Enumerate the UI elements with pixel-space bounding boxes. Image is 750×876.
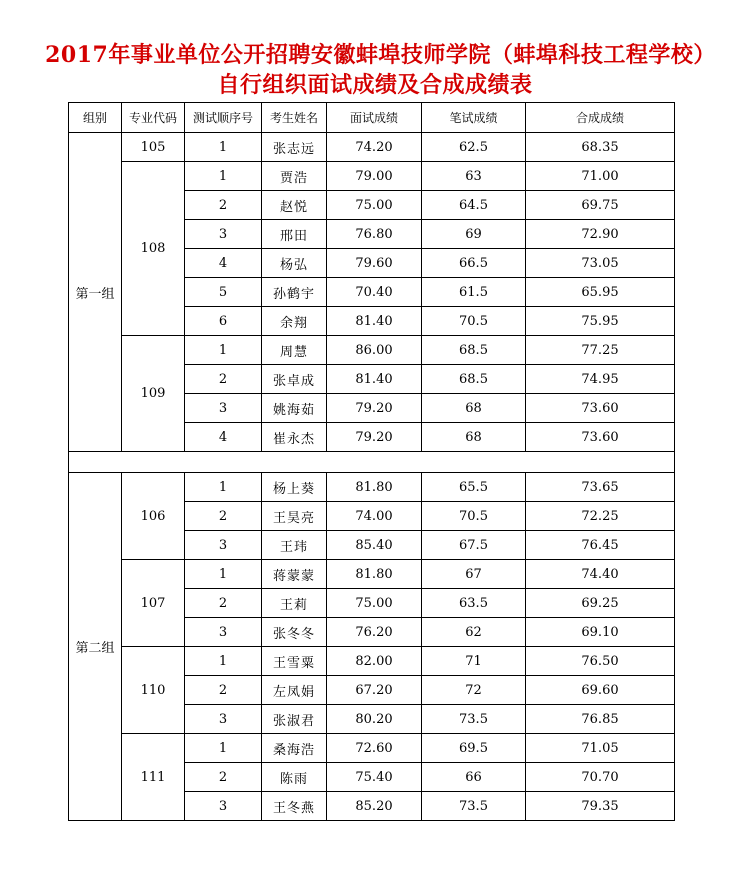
test-order-cell: 2 <box>185 676 262 705</box>
header-group: 组别 <box>69 103 122 133</box>
written-score-cell: 66.5 <box>422 249 526 278</box>
total-score-cell: 77.25 <box>526 336 675 365</box>
written-score-cell: 71 <box>422 647 526 676</box>
total-score-cell: 73.60 <box>526 394 675 423</box>
candidate-name-cell: 王雪粟 <box>262 647 327 676</box>
header-interview-score: 面试成绩 <box>327 103 422 133</box>
total-score-cell: 69.25 <box>526 589 675 618</box>
written-score-cell: 65.5 <box>422 473 526 502</box>
written-score-cell: 68 <box>422 423 526 452</box>
candidate-name-cell: 杨上葵 <box>262 473 327 502</box>
major-code-cell: 109 <box>122 336 185 452</box>
table-body <box>69 133 675 821</box>
written-score-cell: 69.5 <box>422 734 526 763</box>
candidate-name-cell: 蒋蒙蒙 <box>262 560 327 589</box>
candidate-name-cell: 崔永杰 <box>262 423 327 452</box>
test-order-cell: 1 <box>185 734 262 763</box>
major-code-cell: 106 <box>122 473 185 560</box>
group-cell: 第二组 <box>69 473 122 821</box>
candidate-name-cell: 姚海茹 <box>262 394 327 423</box>
interview-score-cell: 75.00 <box>327 191 422 220</box>
interview-score-cell: 75.00 <box>327 589 422 618</box>
candidate-name-cell: 桑海浩 <box>262 734 327 763</box>
score-table <box>68 102 675 821</box>
written-score-cell: 62.5 <box>422 133 526 162</box>
interview-score-cell: 75.40 <box>327 763 422 792</box>
written-score-cell: 67 <box>422 560 526 589</box>
candidate-name-cell: 张志远 <box>262 133 327 162</box>
total-score-cell: 72.90 <box>526 220 675 249</box>
test-order-cell: 3 <box>185 394 262 423</box>
written-score-cell: 70.5 <box>422 502 526 531</box>
test-order-cell: 3 <box>185 705 262 734</box>
total-score-cell: 65.95 <box>526 278 675 307</box>
candidate-name-cell: 贾浩 <box>262 162 327 191</box>
candidate-name-cell: 王冬燕 <box>262 792 327 821</box>
candidate-name-cell: 左凤娟 <box>262 676 327 705</box>
total-score-cell: 73.05 <box>526 249 675 278</box>
header-written-score: 笔试成绩 <box>422 103 526 133</box>
interview-score-cell: 79.20 <box>327 423 422 452</box>
test-order-cell: 1 <box>185 162 262 191</box>
total-score-cell: 79.35 <box>526 792 675 821</box>
test-order-cell: 3 <box>185 531 262 560</box>
test-order-cell: 2 <box>185 763 262 792</box>
major-code-cell: 108 <box>122 162 185 336</box>
interview-score-cell: 85.20 <box>327 792 422 821</box>
test-order-cell: 3 <box>185 792 262 821</box>
page-title: 2017年事业单位公开招聘安徽蚌埠技师学院（蚌埠科技工程学校）自行组织面试成绩及合成成绩表 <box>45 42 705 98</box>
candidate-name-cell: 赵悦 <box>262 191 327 220</box>
header-total-score: 合成成绩 <box>526 103 675 133</box>
candidate-name-cell: 王莉 <box>262 589 327 618</box>
interview-score-cell: 79.00 <box>327 162 422 191</box>
interview-score-cell: 80.20 <box>327 705 422 734</box>
interview-score-cell: 67.20 <box>327 676 422 705</box>
interview-score-cell: 79.20 <box>327 394 422 423</box>
candidate-name-cell: 王玮 <box>262 531 327 560</box>
total-score-cell: 76.45 <box>526 531 675 560</box>
total-score-cell: 76.50 <box>526 647 675 676</box>
candidate-name-cell: 周慧 <box>262 336 327 365</box>
table-row <box>69 336 675 365</box>
group-cell: 第一组 <box>69 133 122 452</box>
interview-score-cell: 72.60 <box>327 734 422 763</box>
candidate-name-cell: 张淑君 <box>262 705 327 734</box>
interview-score-cell: 74.20 <box>327 133 422 162</box>
interview-score-cell: 79.60 <box>327 249 422 278</box>
interview-score-cell: 82.00 <box>327 647 422 676</box>
table-row <box>69 734 675 763</box>
written-score-cell: 63 <box>422 162 526 191</box>
written-score-cell: 70.5 <box>422 307 526 336</box>
interview-score-cell: 81.80 <box>327 473 422 502</box>
interview-score-cell: 76.80 <box>327 220 422 249</box>
table-row <box>69 133 675 162</box>
written-score-cell: 64.5 <box>422 191 526 220</box>
written-score-cell: 63.5 <box>422 589 526 618</box>
table-row <box>69 560 675 589</box>
group-separator-row <box>69 452 675 473</box>
candidate-name-cell: 余翔 <box>262 307 327 336</box>
header-candidate-name: 考生姓名 <box>262 103 327 133</box>
header-major-code: 专业代码 <box>122 103 185 133</box>
total-score-cell: 73.65 <box>526 473 675 502</box>
total-score-cell: 69.60 <box>526 676 675 705</box>
total-score-cell: 69.10 <box>526 618 675 647</box>
group-separator-cell <box>69 452 675 473</box>
candidate-name-cell: 张冬冬 <box>262 618 327 647</box>
test-order-cell: 2 <box>185 502 262 531</box>
candidate-name-cell: 王昊亮 <box>262 502 327 531</box>
total-score-cell: 70.70 <box>526 763 675 792</box>
interview-score-cell: 70.40 <box>327 278 422 307</box>
test-order-cell: 1 <box>185 473 262 502</box>
test-order-cell: 3 <box>185 220 262 249</box>
written-score-cell: 73.5 <box>422 792 526 821</box>
total-score-cell: 74.40 <box>526 560 675 589</box>
candidate-name-cell: 孙鹤宇 <box>262 278 327 307</box>
candidate-name-cell: 陈雨 <box>262 763 327 792</box>
major-code-cell: 110 <box>122 647 185 734</box>
written-score-cell: 61.5 <box>422 278 526 307</box>
test-order-cell: 6 <box>185 307 262 336</box>
candidate-name-cell: 张卓成 <box>262 365 327 394</box>
test-order-cell: 2 <box>185 191 262 220</box>
written-score-cell: 67.5 <box>422 531 526 560</box>
test-order-cell: 3 <box>185 618 262 647</box>
interview-score-cell: 76.20 <box>327 618 422 647</box>
test-order-cell: 4 <box>185 423 262 452</box>
written-score-cell: 68 <box>422 394 526 423</box>
table-row <box>69 473 675 502</box>
test-order-cell: 1 <box>185 560 262 589</box>
interview-score-cell: 81.80 <box>327 560 422 589</box>
interview-score-cell: 85.40 <box>327 531 422 560</box>
test-order-cell: 5 <box>185 278 262 307</box>
written-score-cell: 69 <box>422 220 526 249</box>
header-test-order: 测试顺序号 <box>185 103 262 133</box>
written-score-cell: 72 <box>422 676 526 705</box>
written-score-cell: 66 <box>422 763 526 792</box>
test-order-cell: 2 <box>185 589 262 618</box>
written-score-cell: 68.5 <box>422 365 526 394</box>
major-code-cell: 105 <box>122 133 185 162</box>
test-order-cell: 1 <box>185 647 262 676</box>
test-order-cell: 4 <box>185 249 262 278</box>
interview-score-cell: 86.00 <box>327 336 422 365</box>
total-score-cell: 75.95 <box>526 307 675 336</box>
written-score-cell: 62 <box>422 618 526 647</box>
test-order-cell: 2 <box>185 365 262 394</box>
test-order-cell: 1 <box>185 133 262 162</box>
total-score-cell: 74.95 <box>526 365 675 394</box>
total-score-cell: 76.85 <box>526 705 675 734</box>
interview-score-cell: 74.00 <box>327 502 422 531</box>
total-score-cell: 71.05 <box>526 734 675 763</box>
candidate-name-cell: 邢田 <box>262 220 327 249</box>
test-order-cell: 1 <box>185 336 262 365</box>
total-score-cell: 71.00 <box>526 162 675 191</box>
header-row <box>69 103 675 133</box>
interview-score-cell: 81.40 <box>327 365 422 394</box>
total-score-cell: 73.60 <box>526 423 675 452</box>
candidate-name-cell: 杨弘 <box>262 249 327 278</box>
total-score-cell: 69.75 <box>526 191 675 220</box>
total-score-cell: 72.25 <box>526 502 675 531</box>
major-code-cell: 107 <box>122 560 185 647</box>
major-code-cell: 111 <box>122 734 185 821</box>
total-score-cell: 68.35 <box>526 133 675 162</box>
table-row <box>69 647 675 676</box>
interview-score-cell: 81.40 <box>327 307 422 336</box>
written-score-cell: 68.5 <box>422 336 526 365</box>
written-score-cell: 73.5 <box>422 705 526 734</box>
table-row <box>69 162 675 191</box>
